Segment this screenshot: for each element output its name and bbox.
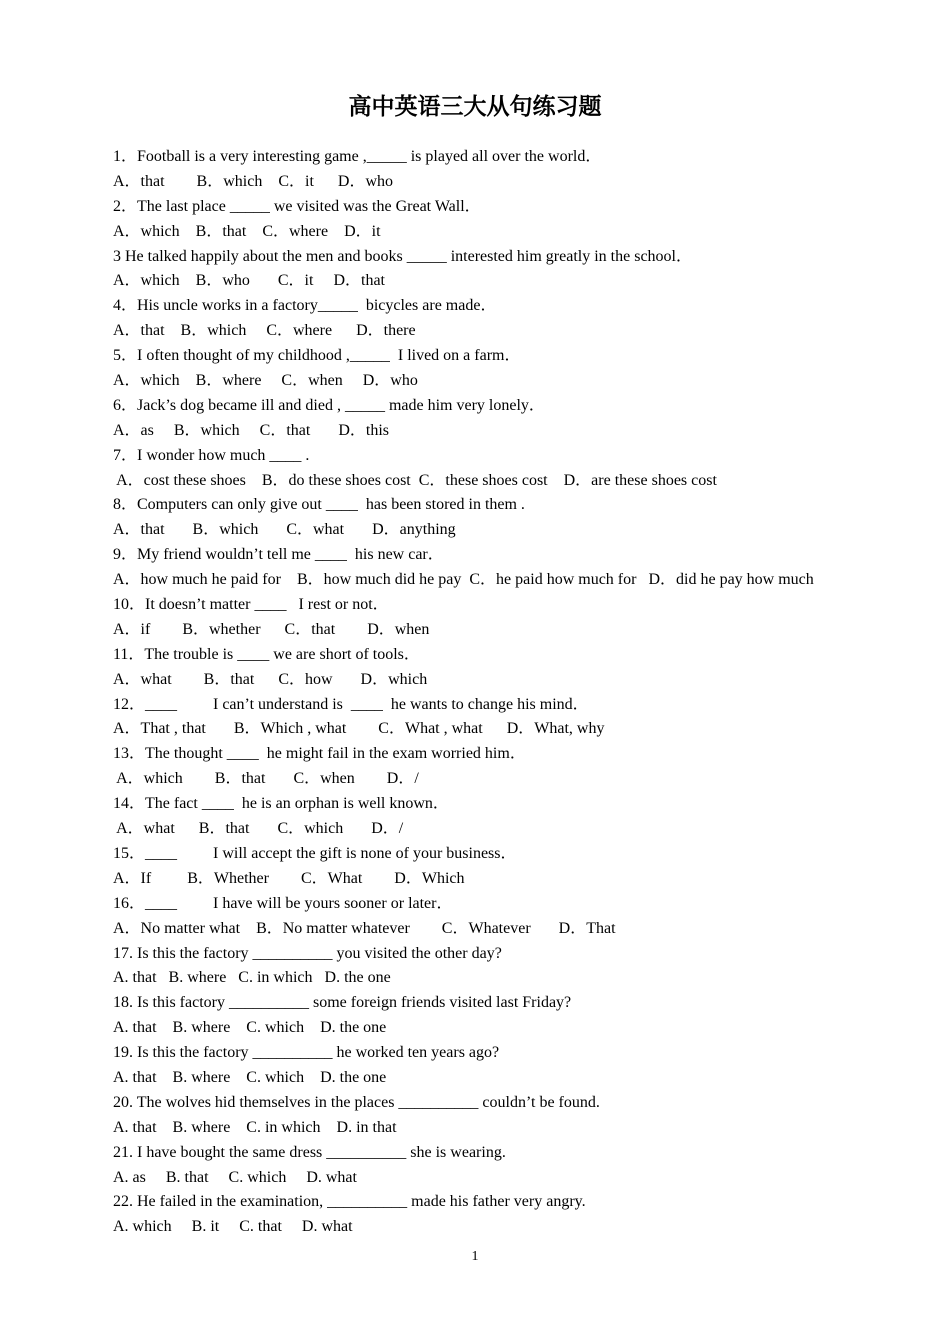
answer-options: A．how much he paid for B．how much did he pay C．he paid how much for D．did he pay how much: [113, 571, 814, 589]
answer-options: A．which B．who C．it D．that: [113, 272, 385, 290]
question-text: 20. The wolves hid themselves in the places __________ couldn’t be found.: [113, 1093, 600, 1111]
answer-options: A．No matter what B．No matter whatever C．Whatever D．That: [113, 919, 616, 937]
exercise-content: [113, 145, 873, 1240]
answer-options: A．that B．which C．it D．who: [113, 172, 393, 190]
question-text: 12．____ I can’t understand is ____ he wants to change his mind．: [113, 695, 589, 713]
answer-options: A．what B．that C．how D．which: [113, 670, 428, 688]
question-text: 13．The thought ____ he might fail in the exam worried him．: [113, 745, 526, 763]
question-text: 22. He failed in the examination, __________ made his father very angry.: [113, 1193, 586, 1211]
question-text: 8．Computers can only give out ____ has been stored in them .: [113, 496, 525, 514]
page-number: 1: [471, 1249, 479, 1264]
answer-options: A．if B．whether C．that D．when: [113, 620, 430, 638]
answer-options: A．that B．which C．what D．anything: [113, 521, 456, 539]
answer-options: A．which B．that C．when D．/: [113, 770, 419, 788]
answer-options: A. that B. where C. in which D. the one: [113, 969, 391, 987]
question-text: 6．Jack’s dog became ill and died , _____ made him very lonely．: [113, 396, 545, 414]
question-text: 14．The fact ____ he is an orphan is well known．: [113, 795, 449, 813]
answer-options: A．cost these shoes B．do these shoes cost C．these shoes cost D．are these shoes cost: [113, 471, 717, 489]
question-text: 4．His uncle works in a factory_____ bicycles are made．: [113, 297, 497, 315]
question-text: 7．I wonder how much ____ .: [113, 446, 310, 464]
answer-options: A. as B. that C. which D. what: [113, 1168, 357, 1186]
question-text: 16．____ I have will be yours sooner or later．: [113, 894, 453, 912]
question-text: 21. I have bought the same dress __________ she is wearing.: [113, 1143, 506, 1161]
page-title: 高中英语三大从句练习题: [348, 93, 602, 120]
question-text: 15．____ I will accept the gift is none of your business．: [113, 844, 517, 862]
answer-options: A．which B．where C．when D．who: [113, 372, 418, 390]
answer-options: A．what B．that C．which D．/: [113, 820, 404, 838]
question-text: 17. Is this the factory __________ you visited the other day?: [113, 944, 502, 962]
question-text: 2．The last place _____ we visited was the Great Wall．: [113, 197, 481, 215]
question-text: 10．It doesn’t matter ____ I rest or not．: [113, 596, 389, 614]
answer-options: A. that B. where C. which D. the one: [113, 1019, 387, 1037]
question-text: 9．My friend wouldn’t tell me ____ his new car．: [113, 546, 444, 564]
answer-options: A．If B．Whether C．What D．Which: [113, 869, 465, 887]
question-text: 3 He talked happily about the men and books _____ interested him greatly in the school．: [113, 247, 692, 265]
question-text: 19. Is this the factory __________ he worked ten years ago?: [113, 1044, 500, 1062]
answer-options: A．as B．which C．that D．this: [113, 421, 389, 439]
question-text: 11．The trouble is ____ we are short of tools．: [113, 645, 420, 663]
question-text: 1．Football is a very interesting game ,_____ is played all over the world．: [113, 148, 602, 165]
question-text: 5．I often thought of my childhood ,_____ I lived on a farm．: [113, 347, 521, 365]
answer-options: A. that B. where C. which D. the one: [113, 1068, 387, 1086]
answer-options: A．That , that B．Which , what C．What , what D．What, why: [113, 720, 605, 738]
answer-options: A. that B. where C. in which D. in that: [113, 1118, 397, 1136]
question-text: 18. Is this factory __________ some foreign friends visited last Friday?: [113, 994, 572, 1012]
answer-options: A. which B. it C. that D. what: [113, 1218, 353, 1236]
answer-options: A．that B．which C．where D．there: [113, 322, 416, 340]
answer-options: A．which B．that C．where D．it: [113, 222, 381, 240]
